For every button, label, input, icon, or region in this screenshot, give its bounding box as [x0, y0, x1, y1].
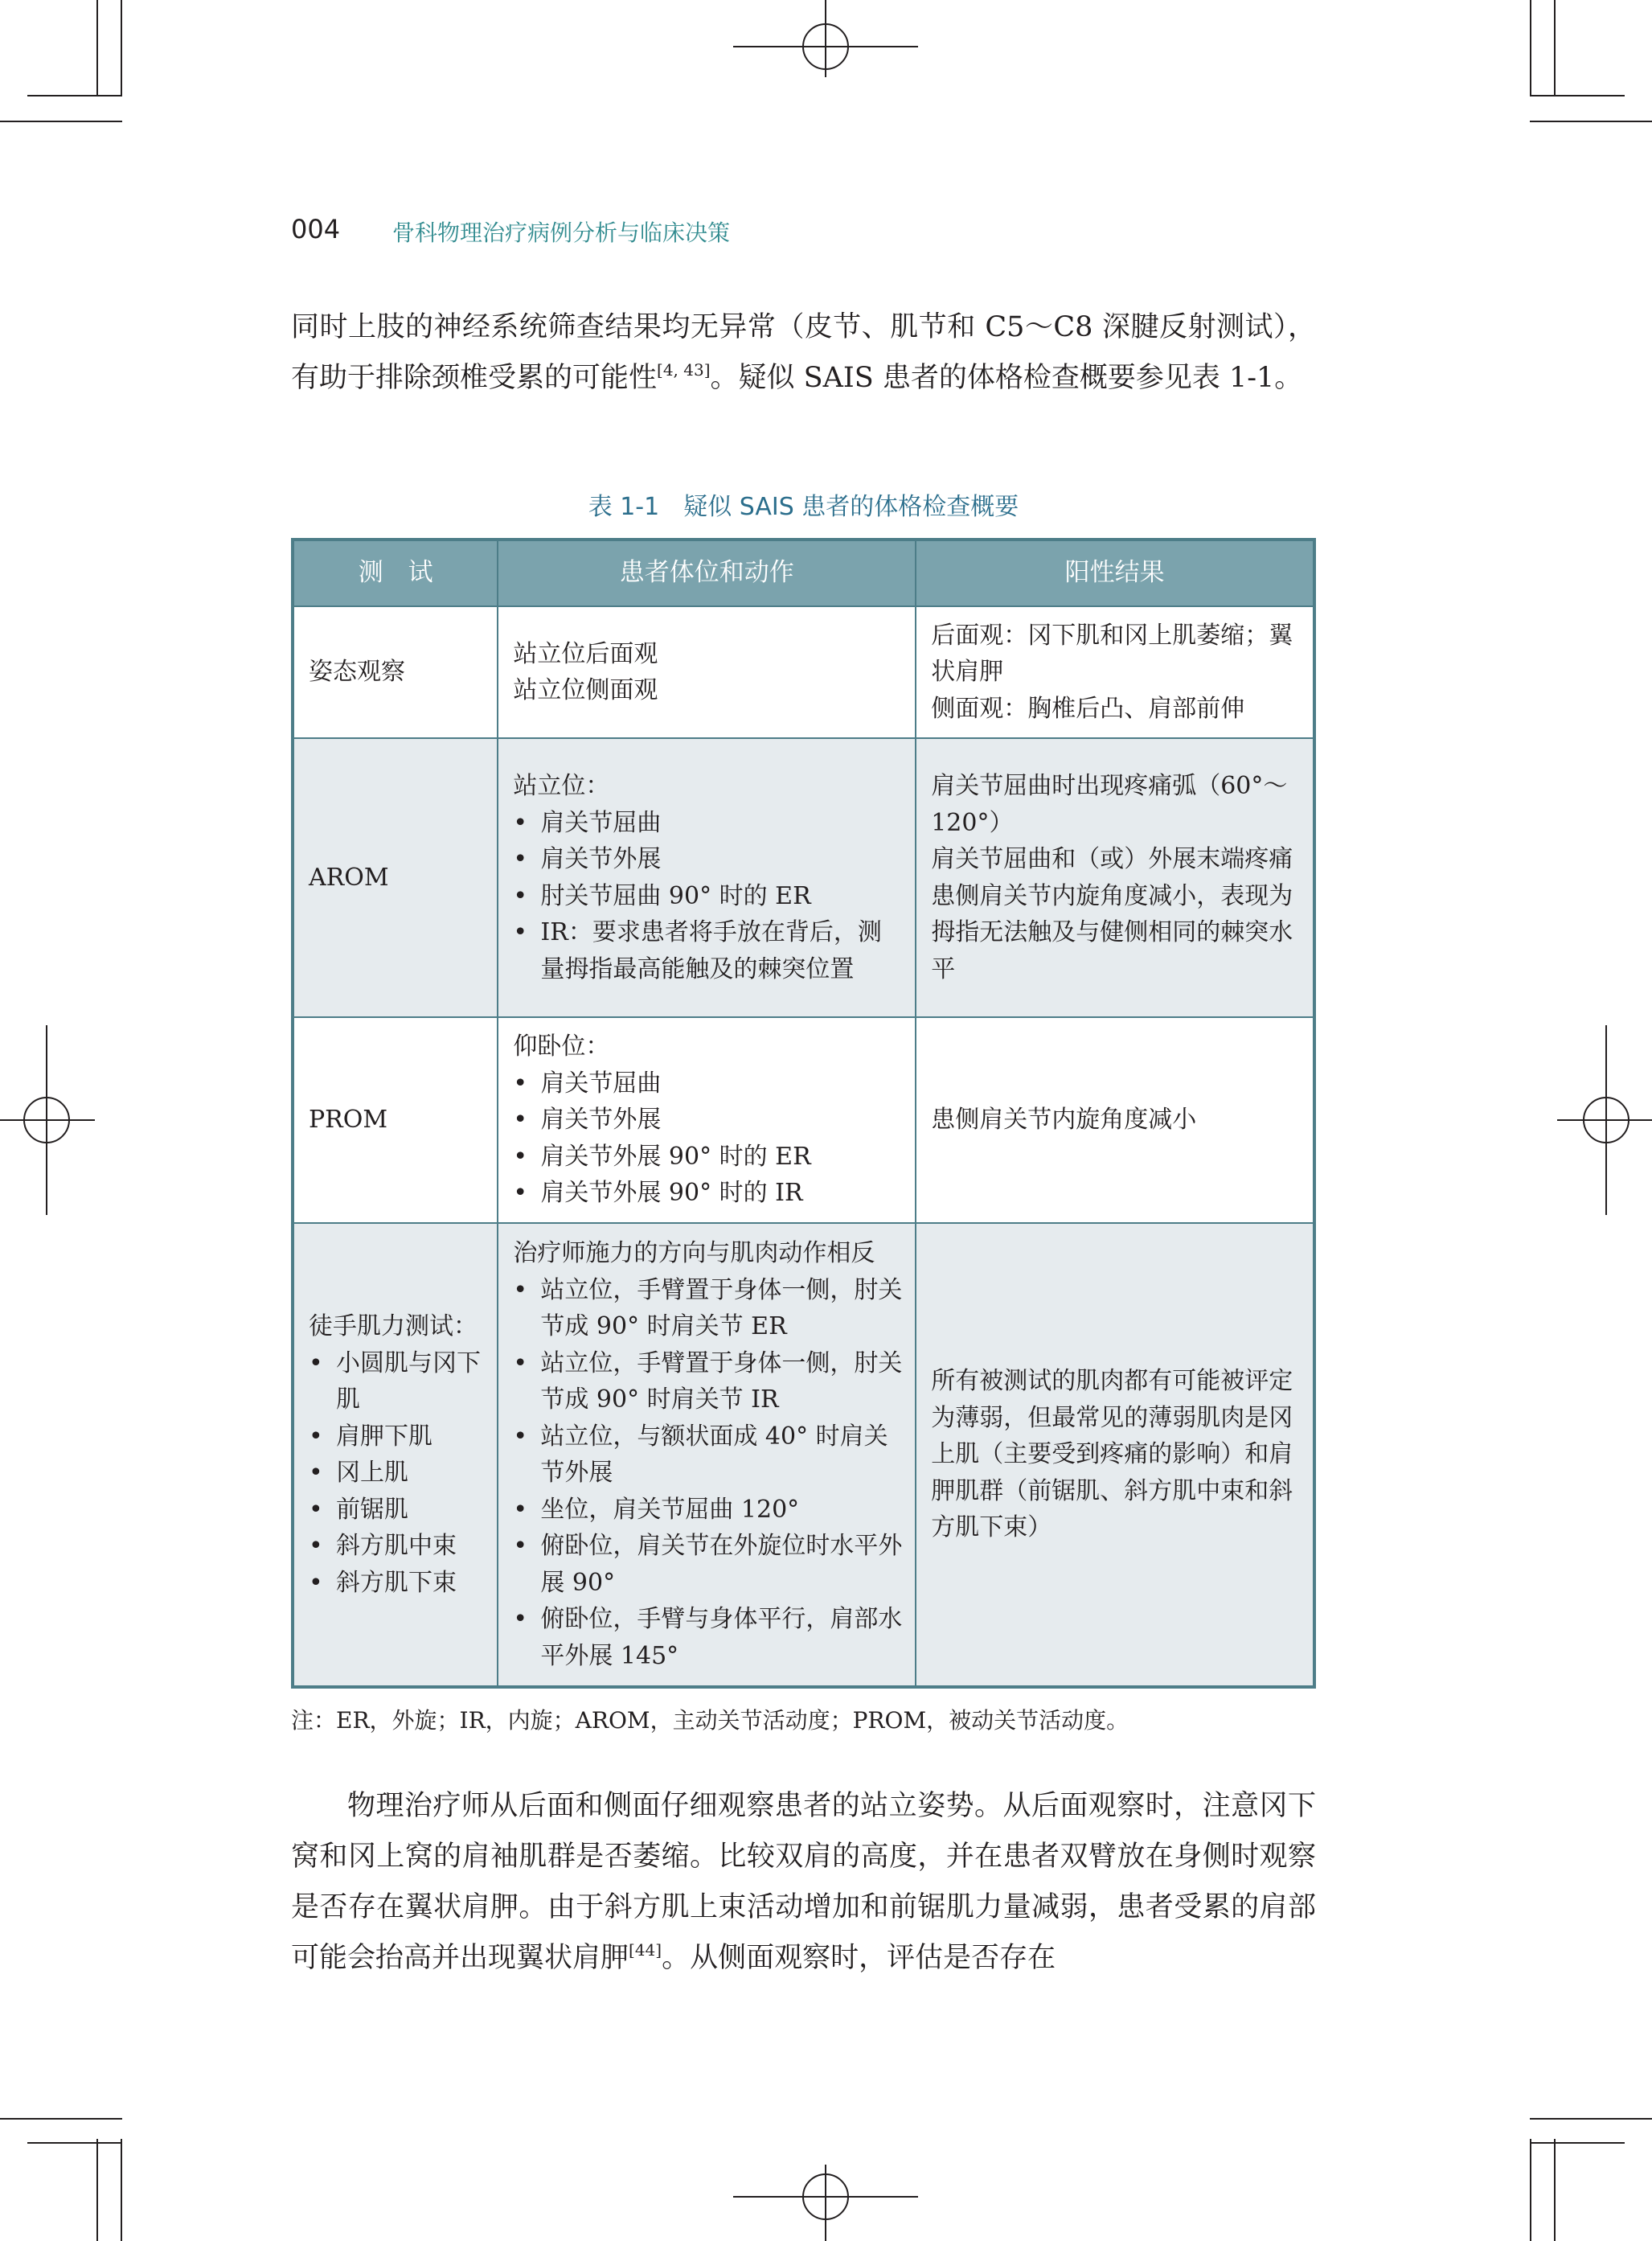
test-name: 徒手肌力测试：: [309, 1312, 478, 1340]
crop-mark: [1530, 121, 1652, 122]
position-lead: 治疗师施力的方向与肌肉动作相反: [513, 1239, 875, 1267]
body-text: 物理治疗师从后面和侧面仔细观察患者的站立姿势。从后面观察时，注意冈下窝和冈上窝的肩袖肌群是否萎缩。比较双肩的高度，并在患者双臂放在身侧时观察是否存在翼状肩胛。由于斜方肌上束活动增加和前锯肌力量减弱，患者受累的肩部可能会抬高并出现翼状肩胛: [291, 1790, 1316, 1974]
table-row: [293, 1223, 1314, 1687]
list-item: • 坐位，肩关节屈曲 120°: [513, 1492, 904, 1529]
test-cell: [293, 738, 498, 1017]
position-list: [513, 805, 904, 988]
crop-mark: [1554, 0, 1556, 96]
body-paragraph: [291, 1781, 1316, 1984]
result-line: 所有被测试的肌肉都有可能被评定为薄弱，但最常见的薄弱肌肉是冈上肌（主要受到疼痛的影响）和肩胛肌群（前锯肌、斜方肌中束和斜方肌下束）: [931, 1367, 1293, 1542]
registration-mark: [802, 2173, 849, 2220]
crop-mark: [1530, 0, 1531, 96]
result-line: 患侧肩关节内旋角度减小: [931, 1106, 1197, 1135]
list-item: • 俯卧位，手臂与身体平行，肩部水平外展 145°: [513, 1601, 904, 1674]
body-text-end: 。从侧面观察时，评估是否存在: [662, 1942, 1056, 1974]
result-line: 后面观：冈下肌和冈上肌萎缩；翼状肩胛: [931, 621, 1293, 687]
result-line: 肩关节屈曲和（或）外展末端疼痛: [931, 845, 1293, 873]
crop-mark: [1554, 2139, 1556, 2241]
list-item: • 肩关节屈曲: [513, 805, 904, 842]
result-cell: [916, 1017, 1314, 1223]
column-header-test: 测 试: [293, 540, 498, 606]
position-cell: [498, 1223, 916, 1687]
list-item: • 站立位，手臂置于身体一侧，肘关节成 90° 时肩关节 IR: [513, 1345, 904, 1418]
position-list: [513, 1065, 904, 1212]
table-row: [293, 1017, 1314, 1223]
result-line: 侧面观：胸椎后凸、肩部前伸: [931, 694, 1245, 723]
result-line: 患侧肩关节内旋角度减小，表现为拇指无法触及与健侧相同的棘突水平: [931, 881, 1293, 983]
crop-mark: [0, 121, 122, 122]
position-cell: [498, 606, 916, 738]
test-cell: [293, 1017, 498, 1223]
test-name: AROM: [309, 863, 389, 892]
list-item: • 肩胛下肌: [309, 1418, 486, 1455]
test-name: 姿态观察: [309, 658, 405, 687]
crop-mark: [0, 2118, 122, 2120]
result-cell: [916, 606, 1314, 738]
intro-paragraph: [291, 302, 1316, 404]
crop-mark: [1530, 95, 1625, 96]
list-item: • 肩关节外展: [513, 841, 904, 878]
table-row: [293, 738, 1314, 1017]
table-row: [293, 606, 1314, 738]
position-lead: 仰卧位：: [513, 1032, 610, 1061]
crop-mark: [121, 2139, 122, 2241]
column-header-result: 阳性结果: [916, 540, 1314, 606]
intro-text: 同时上肢的神经系统筛查结果均无异常（皮节、肌节和 C5～C8 深腱反射测试），有助于排除颈椎受累的可能性: [291, 311, 1316, 394]
list-item: • 肩关节外展: [513, 1102, 904, 1139]
position-cell: [498, 738, 916, 1017]
table-note: 注：ER，外旋；IR，内旋；AROM，主动关节活动度；PROM，被动关节活动度。: [291, 1707, 1129, 1734]
table-caption: 表 1-1 疑似 SAIS 患者的体格检查概要: [588, 493, 1019, 521]
citation: [4, 43]: [657, 360, 711, 380]
result-cell: [916, 1223, 1314, 1687]
muscle-list: [309, 1345, 486, 1602]
page-number: 004: [291, 214, 341, 244]
crop-mark: [96, 0, 98, 96]
crop-mark: [27, 2142, 122, 2144]
position-list: [513, 1272, 904, 1675]
crop-mark: [27, 95, 122, 96]
list-item: • 肩关节外展 90° 时的 IR: [513, 1175, 904, 1212]
result-cell: [916, 738, 1314, 1017]
registration-mark: [1583, 1097, 1629, 1143]
list-item: • 前锯肌: [309, 1492, 486, 1529]
list-item: • 冈上肌: [309, 1455, 486, 1492]
list-item: • 俯卧位，肩关节在外旋位时水平外展 90°: [513, 1528, 904, 1601]
list-item: • IR：要求患者将手放在背后，测量拇指最高能触及的棘突位置: [513, 914, 904, 987]
test-cell: [293, 1223, 498, 1687]
list-item: • 站立位，手臂置于身体一侧，肘关节成 90° 时肩关节 ER: [513, 1272, 904, 1345]
registration-mark: [802, 23, 849, 70]
crop-mark: [1530, 2118, 1652, 2120]
list-item: • 小圆肌与冈下肌: [309, 1345, 486, 1418]
position-lead: 站立位：: [513, 772, 610, 800]
crop-mark: [121, 0, 122, 96]
crop-mark: [1530, 2139, 1531, 2241]
citation: [44]: [629, 1940, 662, 1960]
list-item: • 斜方肌中束: [309, 1528, 486, 1565]
result-line: 肩关节屈曲时出现疼痛弧（60°～120°）: [931, 772, 1288, 837]
list-item: • 站立位，与额状面成 40° 时肩关节外展: [513, 1418, 904, 1492]
list-item: • 肩关节外展 90° 时的 ER: [513, 1139, 904, 1176]
position-cell: [498, 1017, 916, 1223]
position-line: 站立位后面观: [513, 639, 658, 668]
test-cell: [293, 606, 498, 738]
crop-mark: [96, 2139, 98, 2241]
test-name: PROM: [309, 1106, 388, 1135]
registration-mark: [23, 1097, 70, 1143]
list-item: • 肩关节屈曲: [513, 1065, 904, 1102]
table-header-row: [293, 540, 1314, 606]
list-item: • 斜方肌下束: [309, 1565, 486, 1602]
book-title: 骨科物理治疗病例分析与临床决策: [392, 220, 731, 246]
list-item: • 肘关节屈曲 90° 时的 ER: [513, 878, 904, 915]
position-line: 站立位侧面观: [513, 676, 658, 704]
column-header-position: 患者体位和动作: [498, 540, 916, 606]
exam-summary-table: [291, 538, 1316, 1689]
crop-mark: [1530, 2142, 1625, 2144]
intro-text-end: 。疑似 SAIS 患者的体格检查概要参见表 1-1。: [710, 362, 1303, 394]
